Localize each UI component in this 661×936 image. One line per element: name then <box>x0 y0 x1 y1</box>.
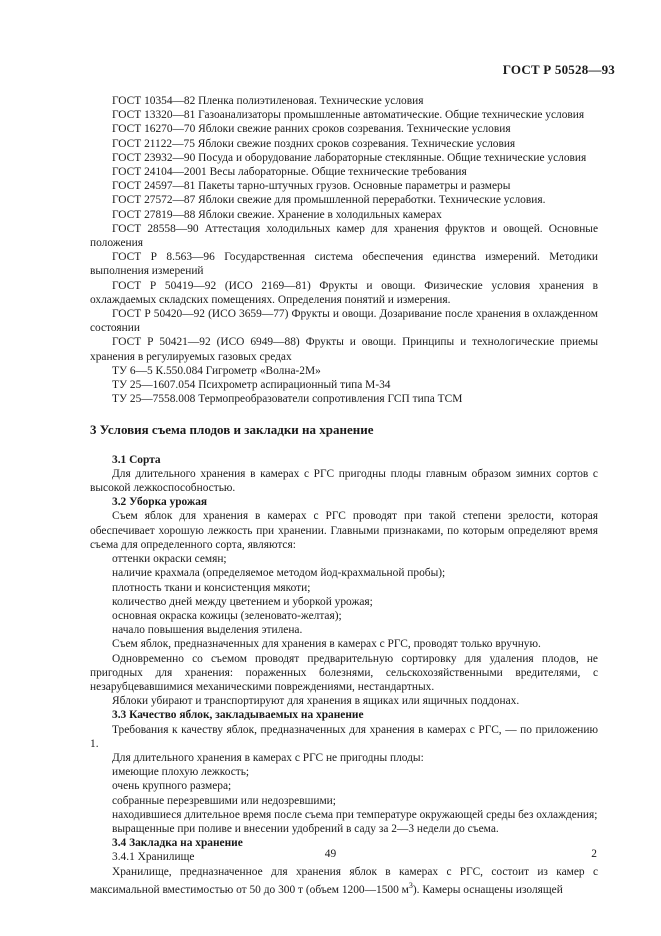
list-item: очень крупного размера; <box>112 780 232 793</box>
list-item: выращенные при поливе и внесении удобрений в саду за 2—3 недели до съема. <box>112 822 499 835</box>
document-code: ГОСТ Р 50528—93 <box>502 62 615 77</box>
reference-item: ТУ 6—5 К.550.084 Гигрометр «Волна-2М» <box>112 364 321 377</box>
subsection-3-1-title: 3.1 Сорта <box>112 453 161 466</box>
page-number: 49 <box>324 848 337 860</box>
clause-3-4-1-title: 3.4.1 Хранилище <box>112 851 195 864</box>
reference-item: ГОСТ 24597—81 Пакеты тарно-штучных грузов. Основные параметры и размеры <box>112 180 511 193</box>
paragraph-text-b: ). Камеры оснащены изолящей <box>412 883 563 896</box>
reference-item: ГОСТ 10354—82 Пленка полиэтиленовая. Технические условия <box>112 95 424 107</box>
list-item: количество дней между цветением и уборкой урожая; <box>112 595 373 608</box>
reference-item: ГОСТ 23932—90 Посуда и оборудование лабораторные стеклянные. Общие технические условия <box>112 151 587 164</box>
paragraph-text-a: Хранилище, предназначенное для хранения яблок в камерах с РГС, состоит из камер с максимальной вместимостью от 50 до 300 т (объем 1200—1500 м <box>90 865 598 896</box>
document-body <box>90 94 598 897</box>
paragraph: Съем яблок для хранения в камерах с РГС проводят при такой степени зрелости, которая обеспечивает хорошую лежкость при хранении. Главными признаками, по которым определяют время съема для определенного сорта, являются: <box>90 510 598 551</box>
paragraph: Съем яблок, предназначенных для хранения в камерах с РГС, проводят только вручную. <box>112 638 541 651</box>
list-item: собранные перезревшими или недозревшими; <box>112 794 336 807</box>
list-item: имеющие плохую лежкость; <box>112 766 250 779</box>
reference-item: ГОСТ Р 8.563—96 Государственная система обеспечения единства измерений. Методики выполнения измерений <box>90 251 598 278</box>
reference-item: ГОСТ 24104—2001 Весы лабораторные. Общие технические требования <box>112 166 467 179</box>
paragraph: Требования к качеству яблок, предназначенных для хранения в камерах с РГС, — по приложению 1. <box>90 723 598 750</box>
reference-item: ГОСТ 16270—70 Яблоки свежие ранних сроков созревания. Технические условия <box>112 123 511 136</box>
list-item: находившиеся длительное время после съема при температуре окружающей среды без охлаждения; <box>112 808 598 821</box>
subsection-3-4-title: 3.4 Закладка на хранение <box>112 837 243 850</box>
reference-item: ГОСТ 27819—88 Яблоки свежие. Хранение в холодильных камерах <box>112 208 442 221</box>
subsection-3-3-title: 3.3 Качество яблок, закладываемых на хранение <box>112 709 364 722</box>
paragraph: Для длительного хранения в камерах с РГС пригодны плоды главным образом зимних сортов с высокой лежкоспособностью. <box>90 467 598 495</box>
paragraph: Для длительного хранения в камерах с РГС не пригодны плоды: <box>112 751 424 764</box>
superscript: 3 <box>408 880 413 890</box>
list-item: основная окраска кожицы (зеленовато-желтая); <box>112 609 342 622</box>
reference-item: ГОСТ 21122—75 Яблоки свежие поздних сроков созревания. Технические условия <box>112 137 516 150</box>
reference-item: ГОСТ 28558—90 Аттестация холодильных камер для хранения фруктов и овощей. Основные положения <box>90 222 598 250</box>
list-item: наличие крахмала (определяемое методом йод-крахмальной пробы); <box>112 567 446 580</box>
section-3-title: 3 Условия съема плодов и закладки на хранение <box>90 422 374 438</box>
subsection-3-2-title: 3.2 Уборка урожая <box>112 496 208 509</box>
reference-item: ТУ 25—7558.008 Термопреобразователи сопротивления ГСП типа ТСМ <box>112 393 463 406</box>
reference-item: ГОСТ Р 50420—92 (ИСО 3659—77) Фрукты и овощи. Дозаривание после хранения в охлажденном состоянии <box>90 308 598 335</box>
paragraph <box>90 865 598 897</box>
references-list <box>90 94 598 406</box>
reference-item: ТУ 25—1607.054 Психрометр аспирационный типа М-34 <box>112 379 391 392</box>
paragraph: Одновременно со съемом проводят предварительную сортировку для удаления плодов, не пригодных для хранения: пораженных болезнями, сельскохозяйственными вредителями, с незарубцевавшимися механическими повреждениями, нестандартных. <box>90 652 598 693</box>
reference-item: ГОСТ Р 50419—92 (ИСО 2169—81) Фрукты и овощи. Физические условия хранения в охлаждаемых складских помещениях. Определения понятий и измерения. <box>90 279 598 306</box>
list-item: начало повышения выделения этилена. <box>112 624 303 637</box>
sheet-number: 2 <box>591 848 597 860</box>
paragraph: Яблоки убирают и транспортируют для хранения в ящиках или ящичных поддонах. <box>112 695 520 708</box>
reference-item: ГОСТ 13320—81 Газоанализаторы промышленные автоматические. Общие технические условия <box>112 109 585 122</box>
list-item: оттенки окраски семян; <box>112 553 227 566</box>
reference-item: ГОСТ 27572—87 Яблоки свежие для промышленной переработки. Технические условия. <box>112 194 546 207</box>
list-item: плотность ткани и консистенция мякоти; <box>112 581 311 594</box>
reference-item: ГОСТ Р 50421—92 (ИСО 6949—88) Фрукты и овощи. Принципы и технологические приемы хранения в регулируемых газовых средах <box>90 336 598 363</box>
